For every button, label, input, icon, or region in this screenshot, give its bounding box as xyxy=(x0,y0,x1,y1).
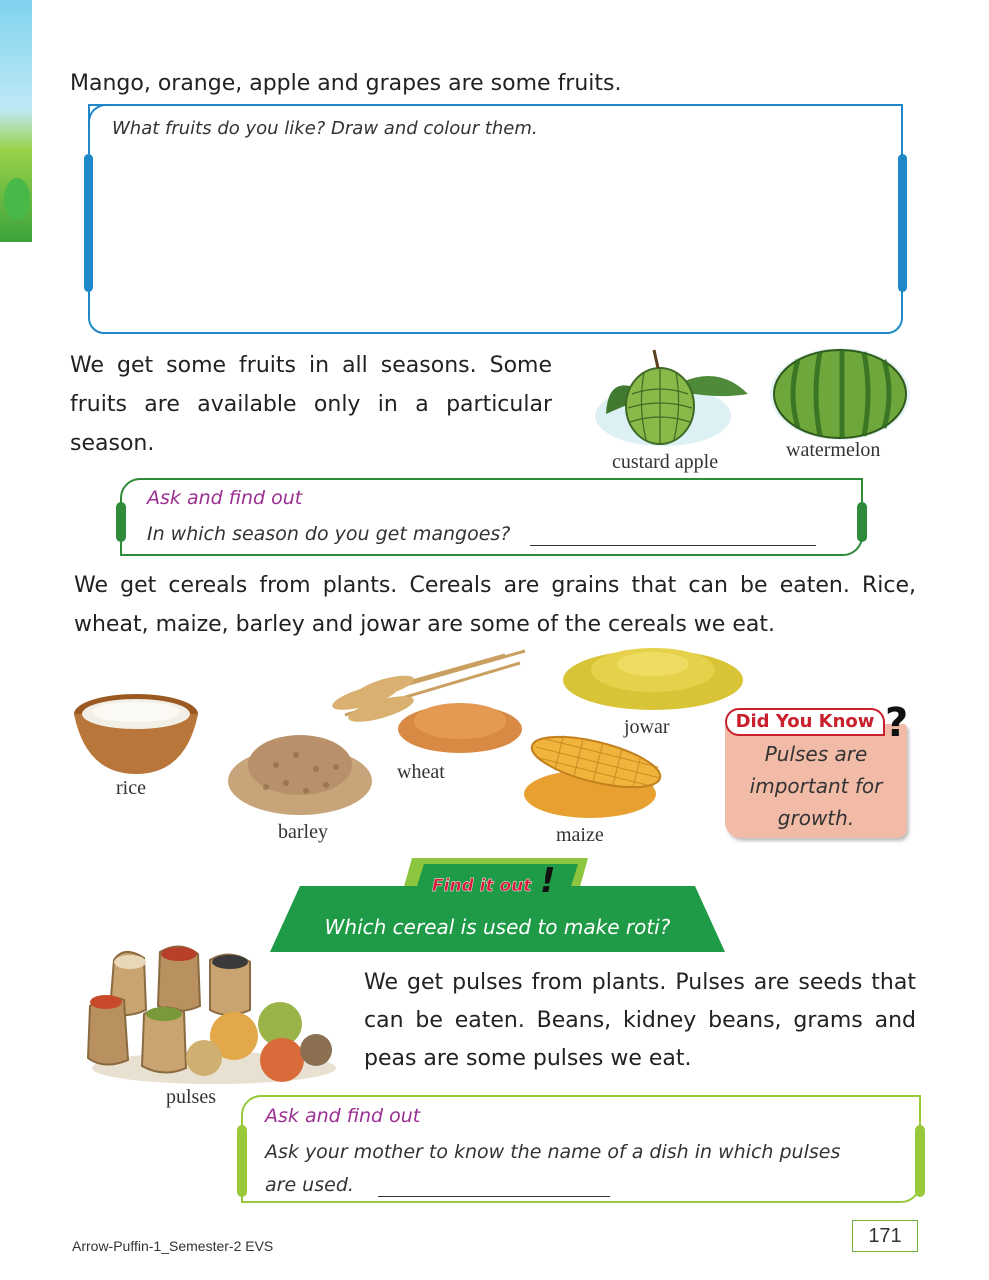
pulses-paragraph: We get pulses from plants. Pulses are seeds that can be eaten. Beans, kidney beans, grams and peas are some pulses we eat. xyxy=(364,970,916,1071)
wheat-photo xyxy=(325,645,530,755)
did-you-know-line: important for xyxy=(749,774,883,798)
barley-label: barley xyxy=(278,821,328,843)
question-text: In which season do you get mangoes? xyxy=(147,523,511,545)
find-it-out-question: Which cereal is used to make roti? xyxy=(324,915,671,939)
ask-box-2-question-line-2 xyxy=(265,1174,610,1197)
custard-apple-illustration xyxy=(588,344,758,454)
answer-blank[interactable] xyxy=(530,523,816,546)
bush-decoration xyxy=(4,178,30,220)
cereals-paragraph: We get cereals from plants. Cereals are grains that can be eaten. Rice, wheat, maize, barley and jowar are some of the cereals we eat. xyxy=(74,573,916,637)
maize-cob-photo xyxy=(518,722,674,820)
seasons-paragraph: We get some fruits in all seasons. Some fruits are available only in a particular season. xyxy=(70,353,552,456)
intro-paragraph: Mango, orange, apple and grapes are some fruits. xyxy=(70,71,622,96)
side-decoration-strip xyxy=(0,0,32,242)
page-number: 171 xyxy=(852,1220,918,1252)
ask-box-title: Ask and find out xyxy=(147,487,303,509)
did-you-know-title: Did You Know xyxy=(725,708,885,736)
wheat-label: wheat xyxy=(397,761,445,783)
custard-apple-label: custard apple xyxy=(612,451,719,473)
pulses-sacks-photo xyxy=(84,940,338,1086)
box-left-bar xyxy=(84,154,93,292)
box-right-bar xyxy=(898,154,907,292)
ask-box-2-question-line-1: Ask your mother to know the name of a dish in which pulses xyxy=(265,1141,841,1163)
pulses-label: pulses xyxy=(166,1086,216,1108)
rice-bowl-photo xyxy=(70,690,202,776)
watermelon-illustration xyxy=(768,344,913,442)
jowar-grains-photo xyxy=(560,640,746,712)
maize-label: maize xyxy=(556,824,604,846)
did-you-know-text xyxy=(725,738,907,834)
ask-box-question xyxy=(147,523,816,546)
rice-label: rice xyxy=(116,777,146,799)
question-text: are used. xyxy=(265,1174,354,1196)
watermelon-label: watermelon xyxy=(786,439,881,461)
drawing-activity-box[interactable] xyxy=(88,104,903,334)
ask-box-2-title: Ask and find out xyxy=(265,1105,421,1127)
box-right-bar xyxy=(857,502,867,542)
find-it-out-title: Find it out xyxy=(432,876,532,896)
box-right-bar xyxy=(915,1125,925,1197)
box-corner xyxy=(88,104,110,126)
answer-blank[interactable] xyxy=(378,1174,610,1197)
exclamation-icon: ! xyxy=(540,861,556,901)
drawing-prompt: What fruits do you like? Draw and colour them. xyxy=(112,118,538,139)
box-left-bar xyxy=(116,502,126,542)
did-you-know-line: growth. xyxy=(777,806,855,830)
footer-book-code: Arrow-Puffin-1_Semester-2 EVS xyxy=(72,1238,274,1254)
jowar-label: jowar xyxy=(624,716,670,738)
did-you-know-line: Pulses are xyxy=(764,742,868,766)
did-you-know-panel xyxy=(725,700,909,838)
question-mark-icon: ? xyxy=(885,700,909,746)
box-left-bar xyxy=(237,1125,247,1197)
